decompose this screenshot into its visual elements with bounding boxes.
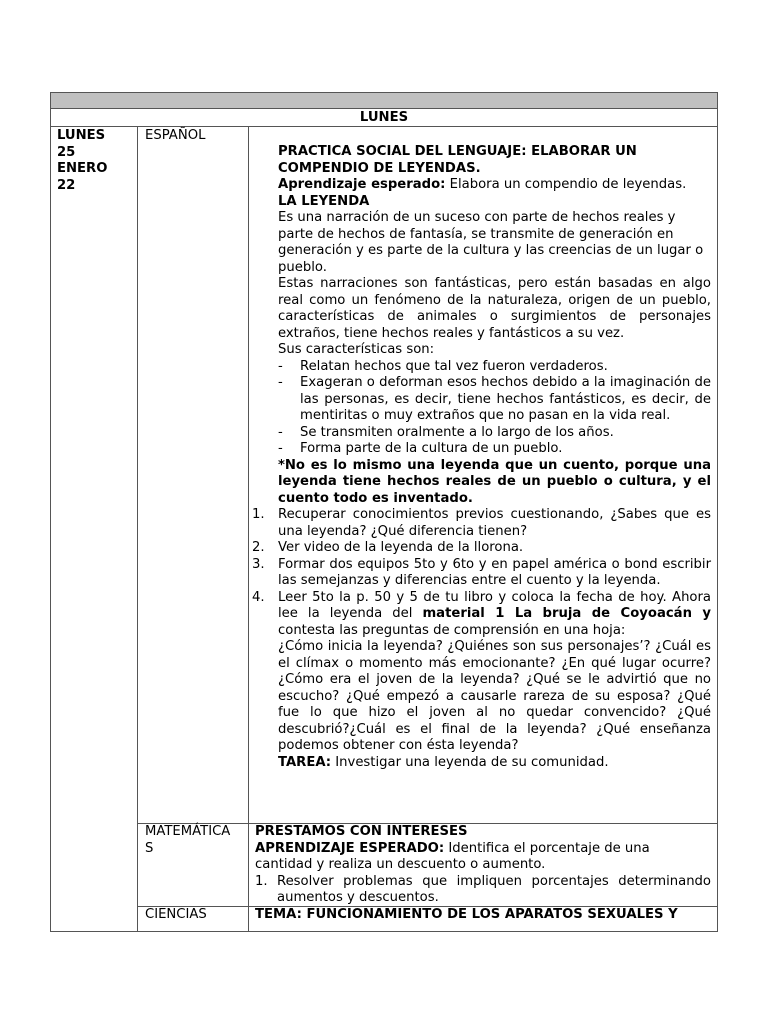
list-item xyxy=(255,874,711,907)
matematicas-title: PRESTAMOS CON INTERESES xyxy=(255,824,468,839)
espanol-paragraph-2: Estas narraciones son fantásticas, pero están basadas en algo real como un fenómeno de la naturaleza, origen de un pueblo, características de animales o surgimientos de personajes extraños, tiene hechos reales y fantásticos a su vez. xyxy=(278,276,711,341)
date-day-name: LUNES xyxy=(57,128,106,143)
matematicas-content xyxy=(255,824,711,907)
date-cell xyxy=(57,128,135,194)
espanol-paragraph-1: Es una narración de un suceso con parte de hechos reales y parte de hechos de fantasía, se transmite de generación en generación y es parte de la cultura y las creencias de un lugar o pueblo. xyxy=(278,210,704,275)
dash-bullet: - xyxy=(278,424,283,440)
list-item xyxy=(278,359,711,376)
ciencias-title: TEMA: FUNCIONAMIENTO DE LOS APARATOS SEXUALES Y xyxy=(255,907,678,922)
date-day-number: 25 xyxy=(57,144,76,160)
characteristic-text: Exageran o deforman esos hechos debido a la imaginación de las personas, es decir, tiene hechos fantásticos, es decir, de mentiritas o muy extraños que no pasan en la vida real. xyxy=(300,375,711,423)
steps-list xyxy=(252,507,711,639)
characteristic-text: Relatan hechos que tal vez fueron verdaderos. xyxy=(300,358,608,374)
step-number: 3. xyxy=(252,556,265,572)
list-item xyxy=(252,557,711,590)
espanol-aprendizaje xyxy=(278,177,711,194)
dash-bullet: - xyxy=(278,441,283,456)
date-year: 22 xyxy=(57,177,76,193)
step-text: Recuperar conocimientos previos cuestionando, ¿Sabes que es una leyenda? ¿Qué diferencia tienen? xyxy=(278,507,711,539)
subject-espanol: ESPAÑOL xyxy=(145,128,206,143)
espanol-note: *No es lo mismo una leyenda que un cuento, porque una leyenda tiene hechos reales de un pueblo o cultura, y el cuento todo es inventado. xyxy=(278,457,711,506)
list-item xyxy=(278,441,711,458)
step-number: 2. xyxy=(252,540,265,555)
step-number: 1. xyxy=(255,873,268,889)
espanol-aprendizaje-label: Aprendizaje esperado: xyxy=(278,177,446,192)
step-text: Resolver problemas que impliquen porcentajes determinando aumentos y descuentos. xyxy=(277,873,711,905)
step-number: 4. xyxy=(252,589,265,605)
table-header-bar xyxy=(50,92,718,109)
step-number: 1. xyxy=(252,507,265,522)
espanol-tarea xyxy=(278,755,711,772)
step-text: Ver video de la leyenda de la llorona. xyxy=(278,540,524,555)
subject-matematicas-line2: S xyxy=(145,840,154,856)
espanol-title: PRACTICA SOCIAL DEL LENGUAJE: ELABORAR UN COMPENDIO DE LEYENDAS. xyxy=(278,144,637,176)
comprehension-questions: ¿Cómo inicia la leyenda? ¿Quiénes son sus personajes’? ¿Cuál es el clímax o momento más emocionante? ¿En qué lugar ocurre? ¿Cómo era el joven de la leyenda? ¿Qué se le advirtió que no escucho? ¿Qué empezó a causarle rareza de su esposa? ¿Qué fue lo que hizo el joven al no quedar convencido? ¿Qué descubrió?¿Cuál es el final de la leyenda? ¿Qué enseñanza podemos obtener con ésta leyenda? xyxy=(278,639,711,753)
subject-matematicas xyxy=(145,824,245,857)
matematicas-aprendizaje xyxy=(255,841,711,874)
date-month: ENERO xyxy=(57,161,108,176)
column-divider-date xyxy=(137,127,138,932)
espanol-subtitle: LA LEYENDA xyxy=(278,193,370,209)
characteristics-list xyxy=(278,359,711,458)
dash-bullet: - xyxy=(278,375,283,390)
step-text: Formar dos equipos 5to y 6to y en papel américa o bond escribir las semejanzas y diferencias entre el cuento y la leyenda. xyxy=(278,556,711,588)
espanol-content xyxy=(252,144,711,771)
day-title: LUNES xyxy=(50,109,718,127)
step-4-bold: material 1 La bruja de Coyoacán y xyxy=(422,606,711,621)
list-item xyxy=(278,375,711,425)
list-item xyxy=(252,590,711,640)
step-4-text-a: Leer 5to la p. 50 y 5 de tu libro y coloca la fecha de hoy. Ahora lee la leyenda del xyxy=(278,589,711,621)
matematicas-aprendizaje-label: APRENDIZAJE ESPERADO: xyxy=(255,840,445,856)
espanol-aprendizaje-text: Elabora un compendio de leyendas. xyxy=(445,177,687,192)
column-divider-subject xyxy=(248,127,249,932)
tarea-label: TAREA: xyxy=(278,754,332,770)
characteristic-text: Forma parte de la cultura de un pueblo. xyxy=(300,441,563,456)
matematicas-steps xyxy=(255,874,711,907)
espanol-paragraph-3: Sus características son: xyxy=(278,342,435,357)
list-item xyxy=(252,540,711,557)
subject-matematicas-line1: MATEMÁTICA xyxy=(145,824,231,839)
characteristic-text: Se transmiten oralmente a lo largo de los años. xyxy=(300,424,614,440)
subject-ciencias: CIENCIAS xyxy=(145,907,207,922)
list-item xyxy=(252,507,711,540)
list-item xyxy=(278,425,711,442)
tarea-text: Investigar una leyenda de su comunidad. xyxy=(331,754,609,770)
step-4-text-b: contesta las preguntas de comprensión en una hoja: xyxy=(278,622,626,638)
dash-bullet: - xyxy=(278,358,283,374)
matematicas-aprendizaje-text: Identifica el porcentaje de una cantidad y realiza un descuento o aumento. xyxy=(255,840,650,872)
